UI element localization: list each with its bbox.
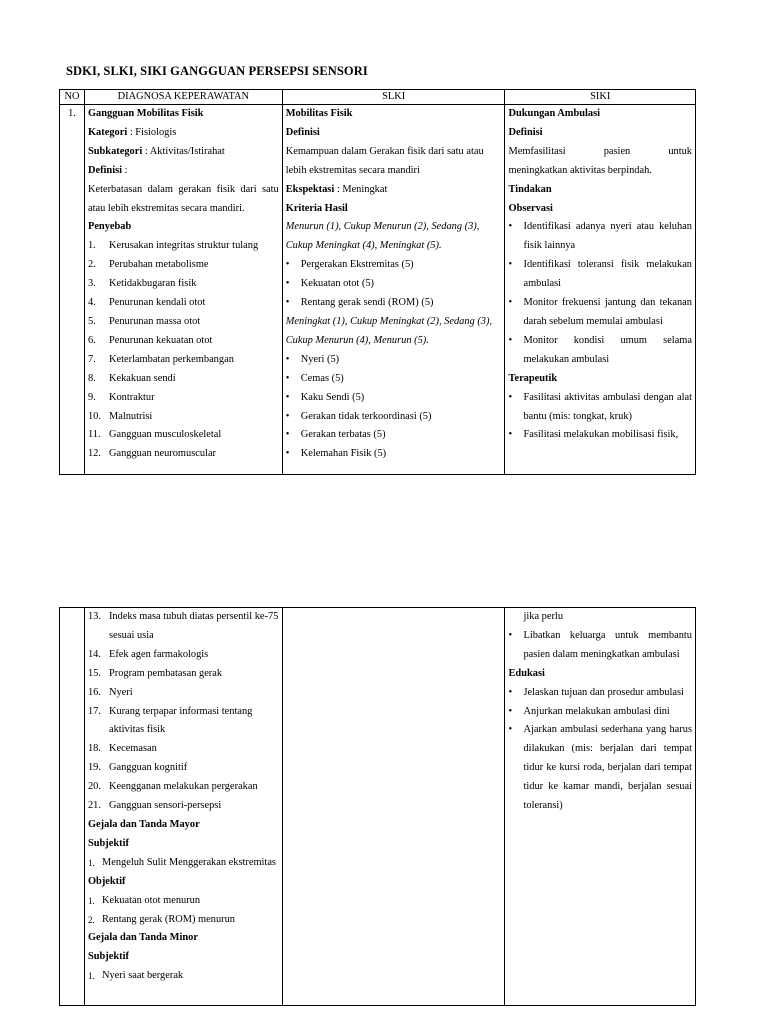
edukasi-item: [508, 703, 692, 722]
subkategori-value: : Aktivitas/Istirahat: [142, 145, 225, 157]
kriteria-item: [286, 275, 502, 294]
diagnosa-cell: [84, 105, 282, 475]
kriteria-item: [286, 256, 502, 275]
list-text: Nyeri: [108, 686, 133, 698]
list-text: Gangguan neuromuscular: [108, 448, 217, 460]
list-text: Gangguan sensori-persepsi: [108, 800, 222, 812]
minor-subjektif-label: Subjektif: [87, 951, 129, 963]
bullet-icon: •: [285, 353, 290, 365]
kategori-label: Kategori: [87, 126, 128, 138]
penyebab-label: Penyebab: [87, 221, 132, 233]
table-row: [60, 105, 696, 475]
penyebab-item: [88, 389, 279, 408]
penyebab-item: [88, 445, 279, 464]
bullet-icon: •: [508, 724, 513, 736]
ekspektasi-line: [286, 181, 502, 200]
bullet-icon: •: [508, 705, 513, 717]
kriteria-item: [286, 426, 502, 445]
nursing-table-part-2: [59, 607, 696, 1006]
kriteria-item: [286, 445, 502, 464]
kriteria-label: Kriteria Hasil: [285, 202, 348, 214]
list-text: Penurunan kendali otot: [108, 297, 206, 309]
scale-text-1: Menurun (1), Cukup Menurun (2), Sedang (3), Cukup Meningkat (4), Meningkat (5).: [285, 221, 480, 252]
list-text: Penurunan massa otot: [108, 315, 201, 327]
subkategori-label: Subkategori: [87, 145, 143, 157]
penyebab-item: [88, 797, 279, 816]
list-number: 1.: [87, 857, 95, 868]
observasi-item: [508, 218, 692, 256]
bullet-icon: •: [285, 259, 290, 271]
document-title: SDKI, SLKI, SIKI GANGGUAN PERSEPSI SENSORI: [66, 64, 368, 78]
header-siki: SIKI: [505, 90, 696, 105]
list-text: Jelaskan tujuan dan prosedur ambulasi: [523, 686, 684, 698]
list-number: 1.: [87, 240, 96, 252]
kriteria-item: [286, 351, 502, 370]
list-number: 17.: [87, 705, 101, 717]
list-text: Gerakan tidak terkoordinasi (5): [300, 410, 432, 422]
terapeutik-item: [508, 426, 692, 445]
list-text: Perubahan metabolisme: [108, 259, 209, 271]
slki-definisi-text: Kemampuan dalam Gerakan fisik dari satu atau lebih ekstremitas secara mandiri: [285, 145, 484, 176]
header-diagnosa: DIAGNOSA KEPERAWATAN: [84, 90, 282, 105]
bullet-icon: •: [508, 391, 513, 403]
list-text: Kekuatan otot (5): [300, 278, 375, 290]
siki-definisi-label: Definisi: [508, 126, 543, 138]
edukasi-item: [508, 684, 692, 703]
observasi-label: Observasi: [508, 202, 553, 214]
penyebab-item: [88, 313, 279, 332]
list-number: 14.: [87, 648, 101, 660]
bullet-icon: •: [508, 297, 513, 309]
slki-title: Mobilitas Fisik: [285, 108, 353, 119]
penyebab-item: [88, 294, 279, 313]
penyebab-list-cont: [88, 608, 279, 816]
penyebab-item: [88, 351, 279, 370]
bullet-icon: •: [285, 429, 290, 441]
list-number: 3.: [87, 278, 96, 290]
penyebab-item: [88, 332, 279, 351]
siki-definisi-text-2: meningkatkan aktivitas berpindah.: [508, 164, 652, 176]
observasi-item: [508, 332, 692, 370]
list-text: Ketidakbugaran fisik: [108, 278, 197, 290]
list-text: Anjurkan melakukan ambulasi dini: [523, 705, 670, 717]
header-slki: SLKI: [282, 90, 505, 105]
list-text: Gerakan terbatas (5): [300, 429, 386, 441]
terapeutik-label: Terapeutik: [508, 372, 558, 384]
penyebab-item: [88, 684, 279, 703]
list-text: Indeks masa tubuh diatas persentil ke-75 sesuai usia: [108, 611, 279, 641]
bullet-icon: •: [508, 334, 513, 346]
list-number: 2.: [87, 259, 96, 271]
penyebab-item: [88, 426, 279, 445]
penyebab-item: [88, 646, 279, 665]
bullet-icon: •: [508, 429, 513, 441]
penyebab-item: [88, 740, 279, 759]
list-number: 8.: [87, 372, 96, 384]
subkategori-line: [88, 143, 279, 162]
mayor-subjektif-label: Subjektif: [87, 837, 129, 849]
kriteria-list-2: [286, 351, 502, 464]
gejala-item: [88, 892, 279, 911]
ekspektasi-label: Ekspektasi: [285, 183, 335, 195]
penyebab-item: [88, 256, 279, 275]
list-number: 10.: [87, 410, 101, 422]
diagnosa-title: Gangguan Mobilitas Fisik: [87, 108, 204, 119]
list-text: Kontraktur: [108, 391, 155, 403]
bullet-icon: •: [508, 221, 513, 233]
list-number: 5.: [87, 315, 96, 327]
slki-definisi-label: Definisi: [285, 126, 320, 138]
row-number-empty: [60, 608, 85, 1006]
list-number: 2.: [87, 914, 95, 925]
list-text: Identifikasi adanya nyeri atau keluhan fisik lainnya: [523, 221, 692, 252]
edukasi-list: [508, 684, 692, 816]
list-text: Fasilitasi melakukan mobilisasi fisik,: [523, 429, 679, 441]
list-text: Gangguan kognitif: [108, 762, 188, 774]
minor-label: Gejala dan Tanda Minor: [87, 932, 198, 944]
bullet-icon: •: [285, 448, 290, 460]
definisi-line: [88, 162, 279, 181]
penyebab-item: [88, 237, 279, 256]
slki-cell-empty: [282, 608, 505, 1006]
mayor-objektif-label: Objektif: [87, 875, 126, 887]
siki-cell-cont: [505, 608, 696, 1006]
terapeutik-list-cont: [508, 627, 692, 665]
list-text: Kelemahan Fisik (5): [300, 448, 387, 460]
kategori-line: [88, 124, 279, 143]
header-no: NO: [60, 90, 85, 105]
list-text: Rentang gerak sendi (ROM) (5): [300, 297, 434, 309]
list-text: Ajarkan ambulasi sederhana yang harus dilakukan (mis: berjalan dari tempat tidur ke kursi roda, berjalan dari tempat tidur ke kamar mandi, berjalan sesuai toleransi): [523, 724, 692, 812]
edukasi-label: Edukasi: [508, 667, 545, 679]
list-text: Malnutrisi: [108, 410, 153, 422]
penyebab-item: [88, 759, 279, 778]
list-number: 16.: [87, 686, 101, 698]
kategori-value: : Fisiologis: [127, 126, 177, 138]
penyebab-item: [88, 275, 279, 294]
list-text: Kekakuan sendi: [108, 372, 176, 384]
list-number: 9.: [87, 391, 96, 403]
siki-cell: [505, 105, 696, 475]
list-number: 11.: [87, 429, 101, 441]
kriteria-list-1: [286, 256, 502, 313]
table-row: [60, 608, 696, 1006]
definisi-colon: :: [122, 164, 128, 176]
gejala-item: [88, 911, 279, 930]
slki-cell: [282, 105, 505, 475]
terapeutik-list: [508, 389, 692, 446]
kriteria-item: [286, 408, 502, 427]
list-number: 18.: [87, 743, 101, 755]
kriteria-item: [286, 389, 502, 408]
definisi-text: Keterbatasan dalam gerakan fisik dari satu atau lebih ekstremitas secara mandiri.: [87, 183, 279, 214]
penyebab-item: [88, 608, 279, 646]
list-number: 1.: [87, 895, 95, 906]
list-number: 13.: [87, 611, 101, 622]
list-number: 20.: [87, 781, 101, 793]
observasi-item: [508, 294, 692, 332]
scale-text-2: Meningkat (1), Cukup Meningkat (2), Sedang (3), Cukup Menurun (4), Menurun (5).: [285, 315, 493, 346]
bullet-icon: •: [285, 278, 290, 290]
list-number: 21.: [87, 800, 101, 812]
list-text: Kaku Sendi (5): [300, 391, 365, 403]
list-text: Efek agen farmakologis: [108, 648, 209, 660]
minor-subjektif-list: [88, 967, 279, 986]
list-text: Kecemasan: [108, 743, 157, 755]
penyebab-item: [88, 408, 279, 427]
observasi-item: [508, 256, 692, 294]
diagnosa-cell-cont: [84, 608, 282, 1006]
list-text: Program pembatasan gerak: [108, 667, 223, 679]
gejala-item: [88, 854, 279, 873]
list-number: 19.: [87, 762, 101, 774]
list-text: Nyeri saat bergerak: [101, 970, 184, 982]
bullet-icon: •: [508, 259, 513, 271]
list-number: 1.: [87, 971, 95, 982]
list-text: Gangguan musculoskeletal: [108, 429, 222, 441]
list-number: 15.: [87, 667, 101, 679]
bullet-icon: •: [285, 391, 290, 403]
list-number: 7.: [87, 353, 96, 365]
penyebab-item: [88, 778, 279, 797]
list-number: 6.: [87, 334, 96, 346]
list-text: Identifikasi toleransi fisik melakukan ambulasi: [523, 259, 692, 290]
list-text: Keengganan melakukan pergerakan: [108, 781, 258, 793]
kriteria-item: [286, 370, 502, 389]
mayor-label: Gejala dan Tanda Mayor: [87, 818, 200, 830]
list-number: 4.: [87, 297, 96, 309]
list-text: Monitor frekuensi jantung dan tekanan darah sebelum memulai ambulasi: [523, 297, 692, 327]
penyebab-item: [88, 665, 279, 684]
list-text: Mengeluh Sulit Menggerakan ekstremitas: [101, 856, 276, 868]
list-text: Kurang terpapar informasi tentang aktivitas fisik: [108, 705, 253, 736]
bullet-icon: •: [285, 410, 290, 422]
list-text: Rentang gerak (ROM) menurun: [101, 913, 235, 925]
bullet-icon: •: [508, 686, 513, 698]
siki-title: Dukungan Ambulasi: [508, 108, 601, 119]
bullet-icon: •: [285, 297, 290, 309]
penyebab-item: [88, 703, 279, 741]
bullet-icon: •: [508, 629, 513, 641]
list-text: Keterlambatan perkembangan: [108, 353, 234, 365]
observasi-list: [508, 218, 692, 369]
table-header-row: [60, 90, 696, 105]
terapeutik-item: [508, 389, 692, 427]
list-text: Nyeri (5): [300, 353, 340, 365]
bullet-icon: •: [285, 372, 290, 384]
list-text: Penurunan kekuatan otot: [108, 334, 213, 346]
terapeutik-item: [508, 627, 692, 665]
siki-definisi-text: Memfasilitasi pasien untuk: [508, 145, 692, 157]
gejala-item: [88, 967, 279, 986]
definisi-label: Definisi: [87, 164, 123, 176]
penyebab-item: [88, 370, 279, 389]
mayor-objektif-list: [88, 892, 279, 930]
list-text: Libatkan keluarga untuk membantu pasien dalam meningkatkan ambulasi: [523, 629, 692, 660]
row-number: 1.: [60, 105, 85, 475]
list-text: Cemas (5): [300, 372, 344, 384]
ekspektasi-value: : Meningkat: [334, 183, 388, 195]
edukasi-item: [508, 721, 692, 816]
penyebab-list: [88, 237, 279, 464]
list-text: Monitor kondisi umum selama melakukan ambulasi: [523, 334, 692, 365]
terapeutik-cont-text: jika perlu: [523, 611, 564, 622]
tindakan-label: Tindakan: [508, 183, 552, 195]
list-text: Kerusakan integritas struktur tulang: [108, 240, 259, 252]
list-text: Kekuatan otot menurun: [101, 894, 201, 906]
kriteria-item: [286, 294, 502, 313]
list-number: 12.: [87, 448, 101, 460]
nursing-table-part-1: [59, 89, 696, 475]
list-text: Fasilitasi aktivitas ambulasi dengan alat bantu (mis: tongkat, kruk): [523, 391, 692, 422]
list-text: Pergerakan Ekstremitas (5): [300, 259, 414, 271]
mayor-subjektif-list: [88, 854, 279, 873]
